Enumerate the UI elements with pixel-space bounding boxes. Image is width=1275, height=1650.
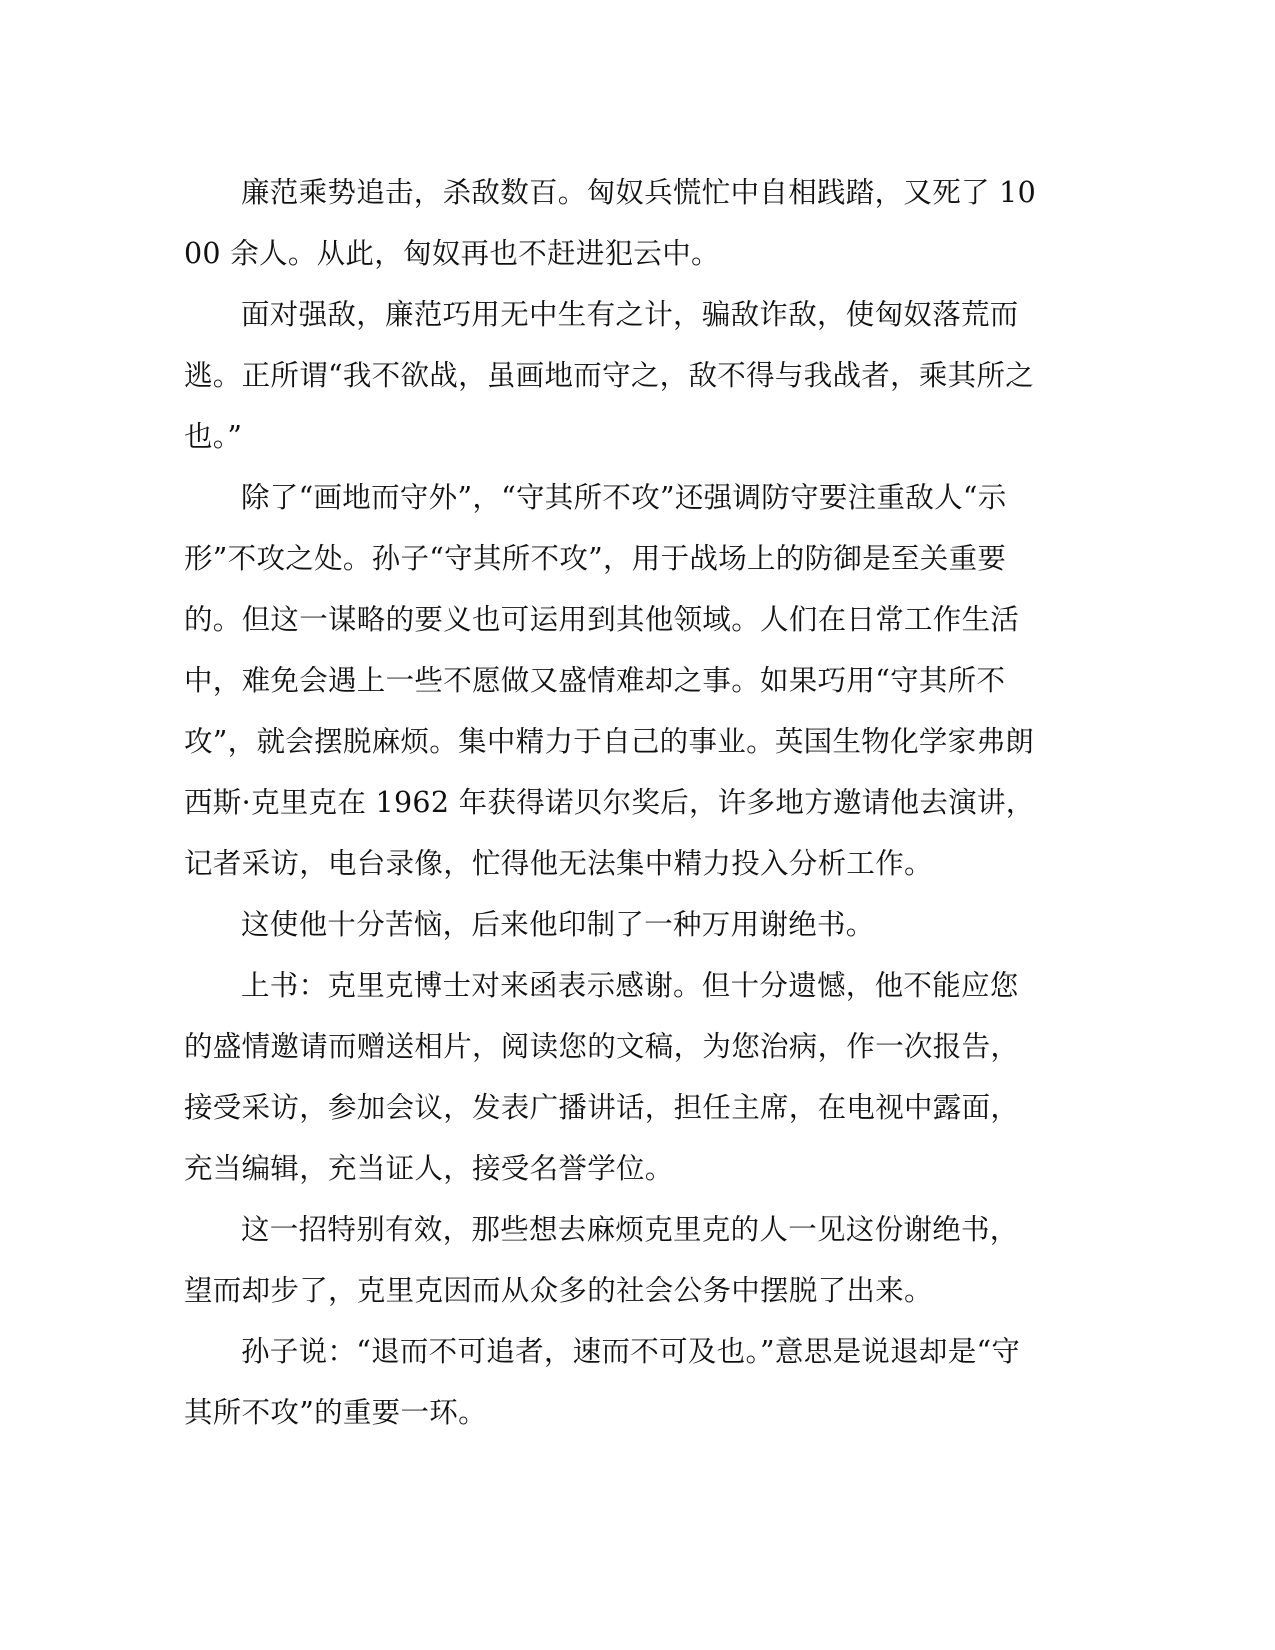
paragraph-1: 廉范乘势追击，杀敌数百。匈奴兵慌忙中自相践踏，又死了 1000 余人。从此，匈奴再也不赶进犯云中。 [184, 176, 1037, 270]
paragraph-5: 上书：克里克博士对来函表示感谢。但十分遗憾，他不能应您的盛情邀请而赠送相片，阅读您的文稿，为您治病，作一次报告，接受采访，参加会议，发表广播讲话，担任主席，在电视中露面，充当编辑，充当证人，接受名誉学位。 [184, 969, 1020, 1185]
document-body [184, 162, 1044, 1443]
paragraph-3: 除了“画地而守外”，“守其所不攻”还强调防守要注重敌人“示形”不攻之处。孙子“守其所不攻”，用于战场上的防御是至关重要的。但这一谋略的要义也可运用到其他领域。人们在日常工作生活中，难免会遇上一些不愿做又盛情难却之事。如果巧用“守其所不攻”，就会摆脱麻烦。集中精力于自己的事业。英国生物化学家弗朗西斯·克里克在 1962 年获得诺贝尔奖后，许多地方邀请他去演讲，记者采访，电台录像，忙得他无法集中精力投入分析工作。 [184, 481, 1035, 880]
paragraph-4: 这使他十分苦恼，后来他印制了一种万用谢绝书。 [241, 908, 875, 941]
paragraph-6: 这一招特别有效，那些想去麻烦克里克的人一见这份谢绝书，望而却步了，克里克因而从众多的社会公务中摆脱了出来。 [184, 1213, 1019, 1307]
paragraph-7: 孙子说：“退而不可追者，速而不可及也。”意思是说退却是“守其所不攻”的重要一环。 [184, 1335, 1021, 1429]
paragraph-2: 面对强敌，廉范巧用无中生有之计，骗敌诈敌，使匈奴落荒而逃。正所谓“我不欲战，虽画地而守之，敌不得与我战者，乘其所之也。” [184, 298, 1035, 453]
